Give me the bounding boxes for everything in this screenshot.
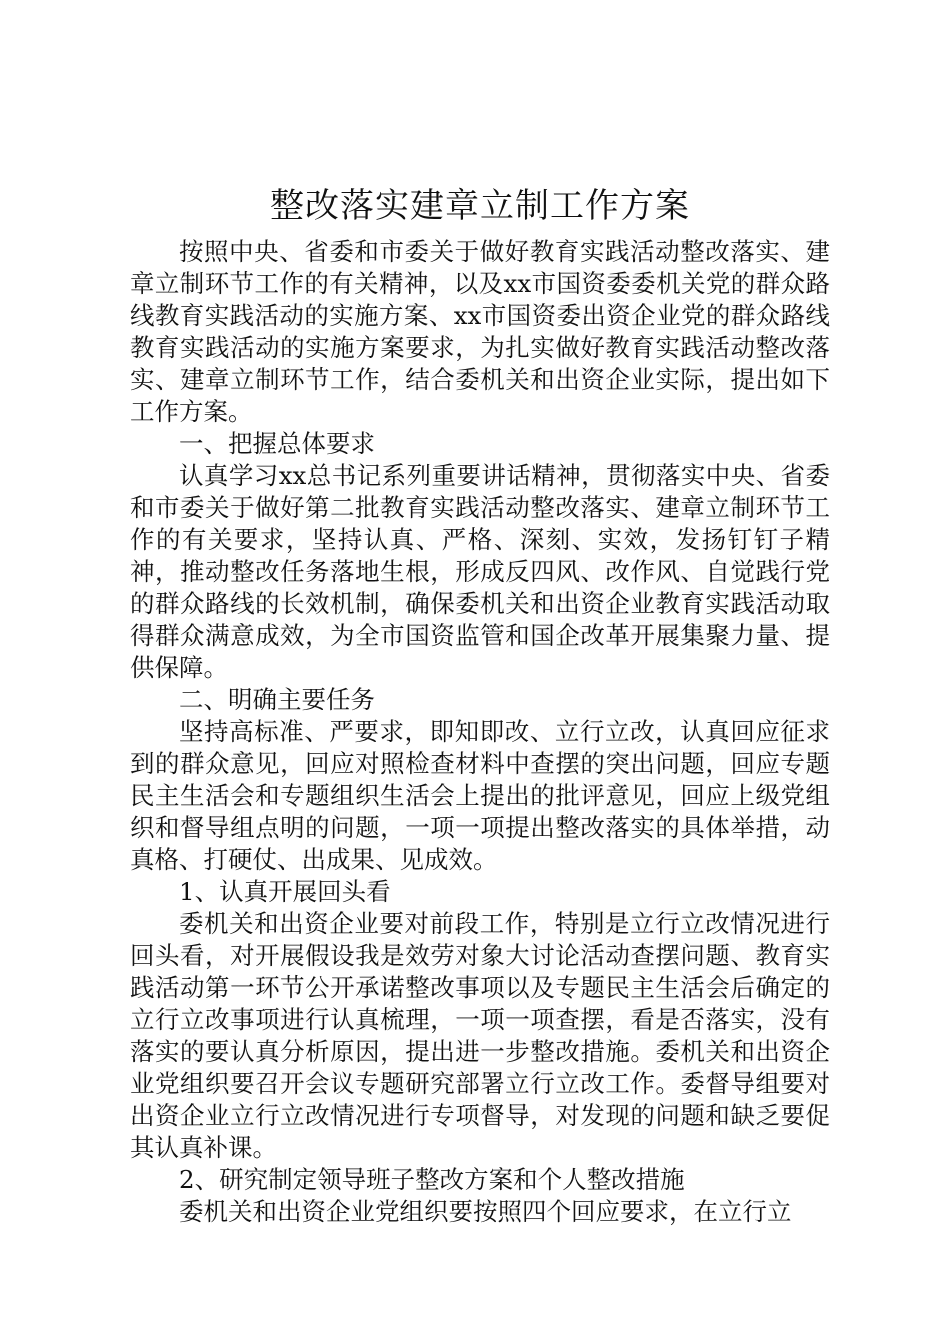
main-tasks-paragraph: 坚持高标准、严要求，即知即改、立行立改，认真回应征求到的群众意见，回应对照检查材料中查摆的突出问题，回应专题民主生活会和专题组织生活会上提出的批评意见，回应上级党组织和督导组点明的问题，一项一项提出整改落实的具体举措，动真格、打硬仗、出成果、见成效。 xyxy=(130,717,830,874)
subsection-heading-review: 1、认真开展回头看 xyxy=(179,877,391,906)
general-requirements-paragraph: 认真学习xx总书记系列重要讲话精神，贯彻落实中央、省委和市委关于做好第二批教育实践活动整改落实、建章立制环节工作的有关要求，坚持认真、严格、深刻、实效，发扬钉钉子精神，推动整改任务落地生根，形成反四风、改作风、自觉践行党的群众路线的长效机制，确保委机关和出资企业教育实践活动取得群众满意成效，为全市国资监管和国企改革开展集聚力量、提供保障。 xyxy=(130,461,830,682)
rectification-plan-paragraph: 委机关和出资企业党组织要按照四个回应要求，在立行立 xyxy=(179,1197,792,1226)
subsection-heading-rectification-plan: 2、研究制定领导班子整改方案和个人整改措施 xyxy=(179,1165,685,1194)
review-paragraph: 委机关和出资企业要对前段工作，特别是立行立改情况进行回头看，对开展假设我是效劳对象大讨论活动查摆问题、教育实践活动第一环节公开承诺整改事项以及专题民主生活会后确定的立行立改事项进行认真梳理，一项一项查摆，看是否落实，没有落实的要认真分析原因，提出进一步整改措施。委机关和出资企业党组织要召开会议专题研究部署立行立改工作。委督导组要对出资企业立行立改情况进行专项督导，对发现的问题和缺乏要促其认真补课。 xyxy=(130,909,830,1162)
section-heading-main-tasks: 二、明确主要任务 xyxy=(179,685,375,714)
document-title: 整改落实建章立制工作方案 xyxy=(270,186,690,226)
document-body xyxy=(130,182,830,1228)
intro-paragraph: 按照中央、省委和市委关于做好教育实践活动整改落实、建章立制环节工作的有关精神，以及xx市国资委委机关党的群众路线教育实践活动的实施方案、xx市国资委出资企业党的群众路线教育实践活动的实施方案要求，为扎实做好教育实践活动整改落实、建章立制环节工作，结合委机关和出资企业实际，提出如下工作方案。 xyxy=(130,237,830,426)
section-heading-general-requirements: 一、把握总体要求 xyxy=(179,429,375,458)
